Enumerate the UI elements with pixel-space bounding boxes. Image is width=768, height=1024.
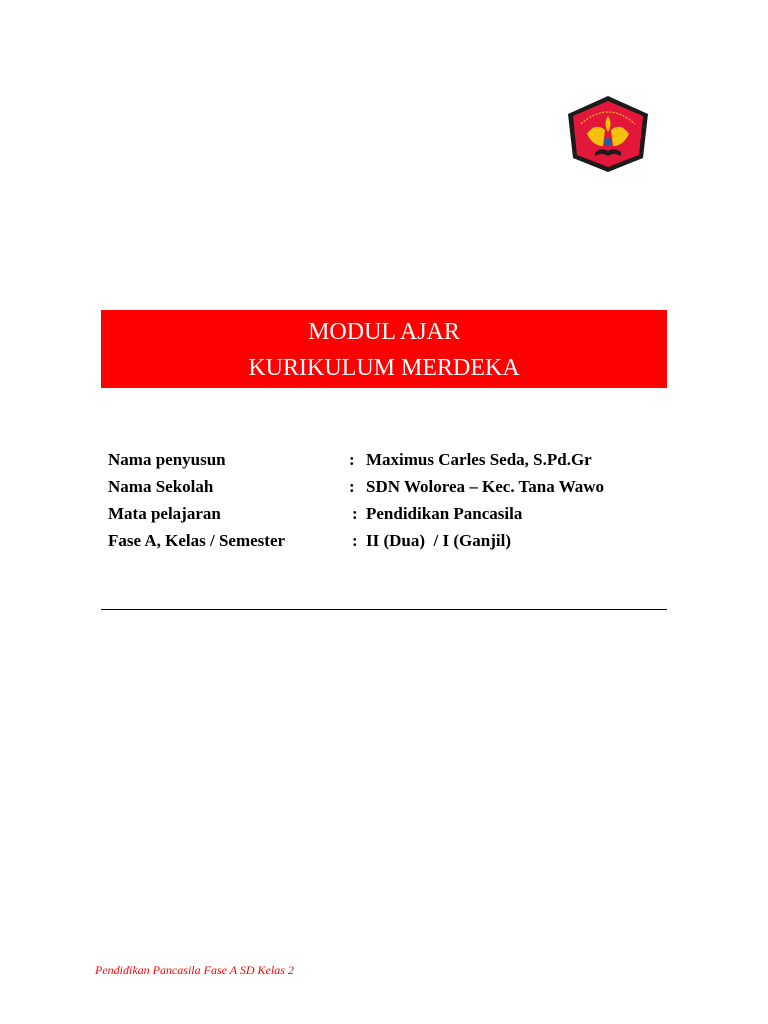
info-value: Pendidikan Pancasila [366, 504, 523, 523]
info-row-fase-kelas-semester [108, 527, 668, 554]
title-banner [101, 310, 667, 388]
divider-line [101, 609, 667, 610]
title-line-2: KURIKULUM MERDEKA [248, 355, 520, 381]
info-value: II (Dua) / I (Ganjil) [366, 531, 511, 550]
info-label: Fase A, Kelas / Semester [108, 531, 286, 550]
info-value: Maximus Carles Seda, S.Pd.Gr [366, 450, 592, 469]
info-row-nama-penyusun [108, 446, 668, 473]
info-colon: : [349, 450, 355, 469]
info-colon: : [352, 531, 358, 550]
title-line-1: MODUL AJAR [308, 319, 460, 345]
page-footer: Pendidikan Pancasila Fase A SD Kelas 2 [95, 963, 294, 977]
info-row-nama-sekolah [108, 473, 668, 500]
info-colon: : [349, 477, 355, 496]
info-label: Nama penyusun [108, 450, 226, 469]
tut-wuri-handayani-logo-icon [565, 94, 651, 174]
info-colon: : [352, 504, 358, 523]
info-label: Mata pelajaran [108, 504, 221, 523]
info-label: Nama Sekolah [108, 477, 214, 496]
info-row-mata-pelajaran [108, 500, 668, 527]
info-value: SDN Wolorea – Kec. Tana Wawo [366, 477, 605, 496]
info-block [108, 446, 668, 554]
